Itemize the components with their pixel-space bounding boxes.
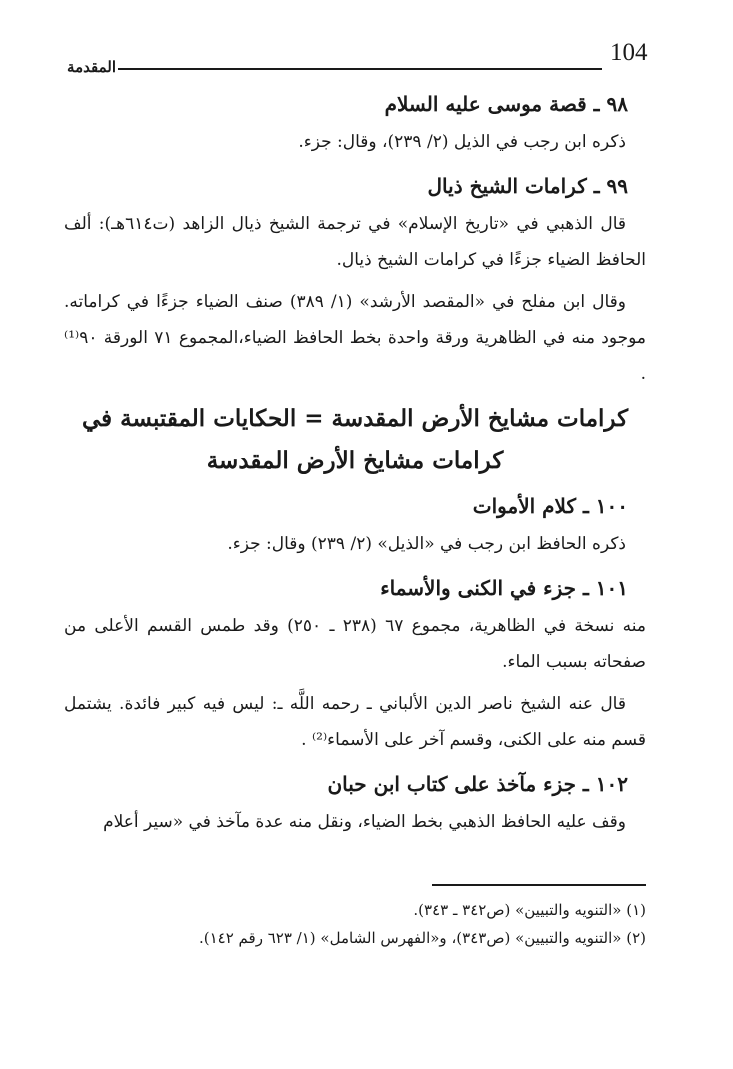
paragraph: ذكره الحافظ ابن رجب في «الذيل» (٢/ ٢٣٩) وقال: جزء. xyxy=(227,534,626,554)
footnote-2: (٢) «التنويه والتبيين» (ص٣٤٣)، و«الفهرس الشامل» (١/ ٦٢٣ رقم ١٤٢). xyxy=(198,928,646,947)
paragraph: ذكره ابن رجب في الذيل (٢/ ٢٣٩)، وقال: جزء. xyxy=(298,132,626,152)
main-text xyxy=(64,84,646,846)
running-title: المقدمة xyxy=(67,58,116,76)
header-rule xyxy=(118,68,602,70)
footnote-rule xyxy=(432,884,646,886)
footnote-1: (١) «التنويه والتبيين» (ص٣٤٢ ـ ٣٤٣). xyxy=(413,900,646,919)
entry-heading-101: ١٠١ ـ جزء في الكنى والأسماء xyxy=(380,576,628,600)
page-header xyxy=(62,38,648,78)
page-number: 104 xyxy=(610,39,648,66)
section-title: كرامات مشايخ الأرض المقدسة = الحكايات المقتبسة في كرامات مشايخ الأرض المقدسة xyxy=(81,405,629,474)
entry-heading-98: ٩٨ ـ قصة موسى عليه السلام xyxy=(384,92,628,116)
paragraph: منه نسخة في الظاهرية، مجموع ٦٧ (٢٣٨ ـ ٢٥٠) وقد طمس القسم الأعلى من صفحاته بسبب الماء. xyxy=(64,616,646,672)
entry-heading-102: ١٠٢ ـ جزء مآخذ على كتاب ابن حبان xyxy=(327,772,628,796)
footnotes xyxy=(64,884,646,952)
paragraph: قال عنه الشيخ ناصر الدين الألباني ـ رحمه اللَّه ـ: ليس فيه كبير فائدة. يشتمل قسم منه على الكنى، وقسم آخر على الأسماء⁽²⁾ . xyxy=(64,694,646,750)
paragraph: قال الذهبي في «تاريخ الإسلام» في ترجمة الشيخ ذيال الزاهد (ت٦١٤هـ): ألف الحافظ الضياء جزءًا في كرامات الشيخ ذيال. xyxy=(64,214,646,270)
paragraph: وقال ابن مفلح في «المقصد الأرشد» (١/ ٣٨٩) صنف الضياء جزءًا في كراماته. موجود منه في الظاهرية ورقة واحدة بخط الحافظ الضياء،المجموع ٧١ الورقة ٩٠⁽¹⁾ . xyxy=(64,292,646,384)
paragraph: وقف عليه الحافظ الذهبي بخط الضياء، ونقل منه عدة مآخذ في «سير أعلام xyxy=(103,812,626,832)
entry-heading-99: ٩٩ ـ كرامات الشيخ ذيال xyxy=(427,174,628,198)
entry-heading-100: ١٠٠ ـ كلام الأموات xyxy=(472,494,628,518)
